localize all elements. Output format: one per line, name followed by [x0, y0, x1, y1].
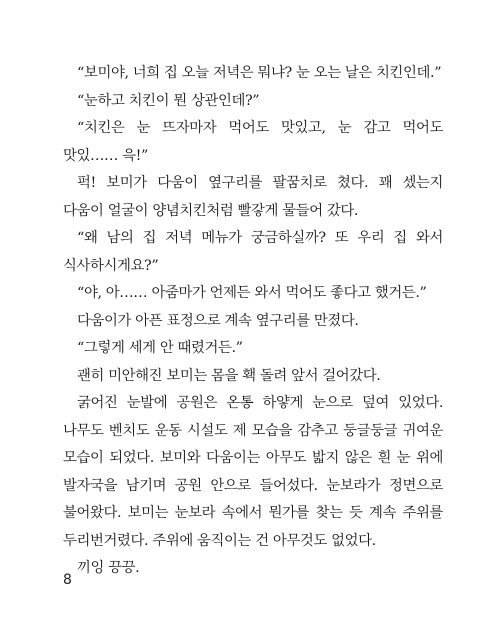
paragraph: 굵어진 눈발에 공원은 온통 하얗게 눈으로 덮여 있었다. 나무도 벤치도 운동 시설도 제 모습을 감추고 둥글둥글 귀여운 모습이 되었다. 보미와 다움이는 아무도 밟지 않은 흰 눈 위에 발자국을 남기며 공원 안으로 들어섰다. 눈보라가 정면으로 불어왔다. 보미는 눈보라 속에서 뭔가를 찾는 듯 계속 주위를 두리번거렸다. 주위에 움직이는 건 아무것도 없었다. — [63, 395, 443, 549]
page-number: 8 — [63, 572, 72, 588]
paragraph: “치킨은 눈 뜨자마자 먹어도 맛있고, 눈 감고 먹어도 맛있…… 윽!” — [63, 120, 443, 164]
paragraph: “그렇게 세게 안 때렸거든.” — [77, 340, 243, 356]
paragraph: “눈하고 치킨이 뭔 상관인데?” — [77, 92, 260, 109]
paragraph: 괜히 미안해진 보미는 몸을 홱 돌려 앞서 걸어갔다. — [77, 367, 381, 384]
paragraph: “왜 남의 집 저녁 메뉴가 궁금하실까? 또 우리 집 와서 식사하시게요?” — [63, 230, 443, 274]
paragraph: “야, 아…… 아줌마가 언제든 와서 먹어도 좋다고 했거든.” — [77, 285, 427, 301]
paragraph: 끼잉 끙끙. — [77, 560, 140, 576]
paragraph: “보미야, 너희 집 오늘 저녁은 뭐냐? 눈 오는 날은 치킨인데.” — [77, 65, 442, 81]
paragraph: 퍽! 보미가 다움이 옆구리를 팔꿈치로 쳤다. 꽤 셌는지 다움이 얼굴이 양념치킨처럼 빨갛게 물들어 갔다. — [63, 175, 443, 219]
paragraph: 다움이가 아픈 표정으로 계속 옆구리를 만졌다. — [77, 312, 359, 329]
body-text — [63, 60, 443, 583]
